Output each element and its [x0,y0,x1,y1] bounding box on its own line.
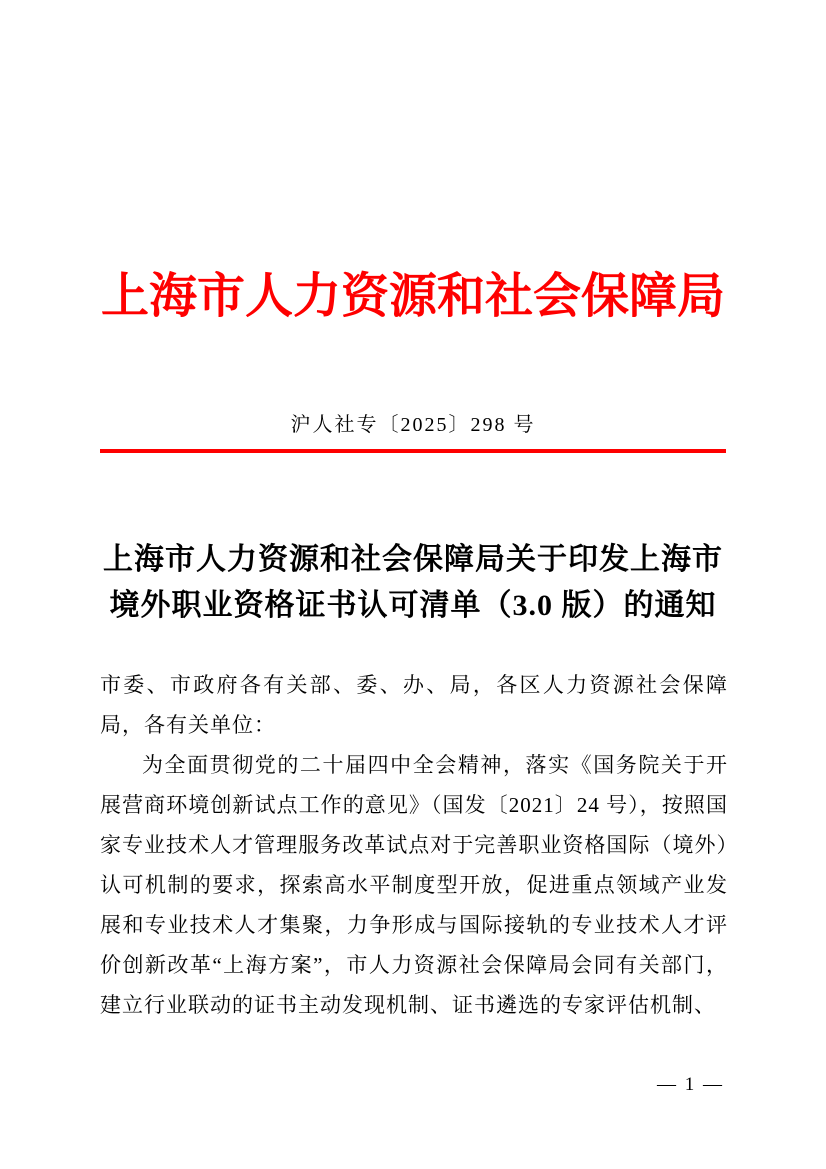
notice-title-line-2: 境外职业资格证书认可清单（3.0 版）的通知 [109,589,717,622]
salutation-line: 市委、市政府各有关部、委、办、局，各区人力资源社会保障局，各有关单位： [100,673,728,737]
notice-title [0,537,826,629]
agency-header-title: 上海市人力资源和社会保障局 [100,270,725,323]
page-number: — 1 — [657,1074,724,1095]
body-paragraph: 为全面贯彻党的二十届四中全会精神，落实《国务院关于开展营商环境创新试点工作的意见》（国发〔2021〕24 号），按照国家专业技术人才管理服务改革试点对于完善职业资格国际（境外）认可机制的要求，探索高水平制度型开放，促进重点领域产业发展和专业技术人才集聚，力争形成与国际接轨的专业技术人才评价创新改革“上海方案”，市人力资源社会保障局会同有关部门，建立行业联动的证书主动发现机制、证书遴选的专家评估机制、 [100,753,728,1017]
document-number: 沪人社专〔2025〕298 号 [290,414,536,436]
document-body [100,665,728,1025]
notice-title-line-1: 上海市人力资源和社会保障局关于印发上海市 [103,543,723,576]
red-divider-line [100,449,726,453]
